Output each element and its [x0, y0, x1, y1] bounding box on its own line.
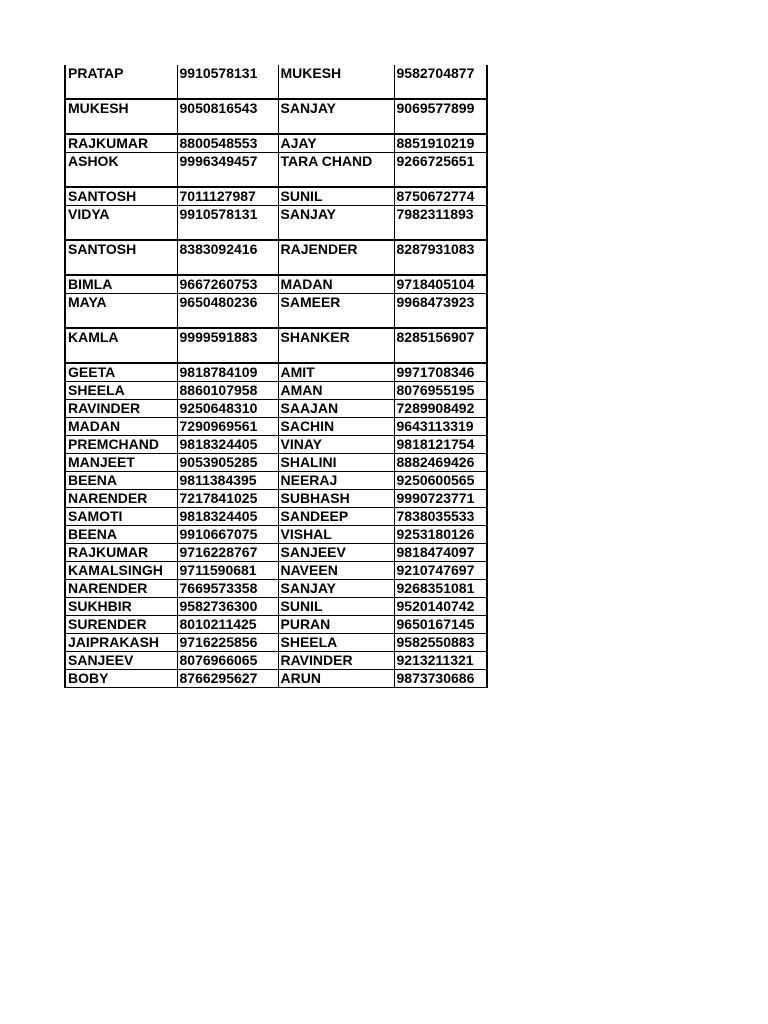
phone-left: 8860107958 — [179, 382, 258, 398]
name-cell-left[interactable] — [65, 382, 177, 400]
name-cell-right[interactable] — [278, 153, 394, 188]
table-row — [65, 472, 487, 490]
phone-right: 9520140742 — [396, 598, 475, 614]
name-left: MANJEET — [68, 454, 135, 470]
phone-cell-right[interactable] — [394, 187, 487, 206]
phone-cell-right[interactable] — [394, 616, 487, 634]
table-row — [65, 153, 487, 188]
name-cell-right[interactable] — [278, 598, 394, 616]
name-left: PREMCHAND — [68, 436, 159, 452]
name-left: SHEELA — [68, 382, 125, 398]
phone-left: 9996349457 — [179, 153, 258, 169]
name-left: RAJKUMAR — [68, 544, 149, 560]
name-right: SANJAY — [280, 206, 337, 222]
phone-cell-left[interactable] — [177, 187, 278, 206]
name-right: AMAN — [280, 382, 323, 398]
phone-left: 9818784109 — [179, 364, 258, 380]
name-cell-left[interactable] — [65, 153, 177, 188]
name-cell-left[interactable] — [65, 454, 177, 472]
phone-right: 9718405104 — [396, 276, 475, 292]
name-right: SHANKER — [280, 329, 350, 345]
phone-right: 9971708346 — [396, 364, 475, 380]
name-right: SANDEEP — [280, 508, 349, 524]
name-left: MAYA — [68, 294, 107, 310]
name-cell-right[interactable] — [278, 634, 394, 652]
table-row — [65, 526, 487, 544]
name-cell-right[interactable] — [278, 206, 394, 241]
phone-cell-left[interactable] — [177, 240, 278, 275]
name-right: PURAN — [280, 616, 331, 632]
phone-cell-right[interactable] — [394, 382, 487, 400]
name-cell-left[interactable] — [65, 294, 177, 329]
name-cell-right[interactable] — [278, 240, 394, 275]
name-cell-right[interactable] — [278, 436, 394, 454]
phone-left: 8010211425 — [179, 616, 257, 632]
phone-cell-right[interactable] — [394, 363, 487, 382]
name-cell-left[interactable] — [65, 275, 177, 294]
name-cell-right[interactable] — [278, 544, 394, 562]
phone-cell-left[interactable] — [177, 454, 278, 472]
name-cell-left[interactable] — [65, 490, 177, 508]
name-right: SANJAY — [280, 100, 337, 116]
name-left: SUKHBIR — [68, 598, 132, 614]
table-row — [65, 65, 487, 99]
name-right: AMIT — [280, 364, 315, 380]
name-right: SHALINI — [280, 454, 337, 470]
table-row — [65, 134, 487, 153]
name-cell-left[interactable] — [65, 580, 177, 598]
phone-right: 8287931083 — [396, 241, 475, 257]
phone-cell-left[interactable] — [177, 400, 278, 418]
phone-right: 9818121754 — [396, 436, 475, 452]
phone-cell-left[interactable] — [177, 652, 278, 670]
phone-cell-right[interactable] — [394, 544, 487, 562]
name-left: MUKESH — [68, 100, 129, 116]
name-left: ASHOK — [68, 153, 119, 169]
phone-left: 9910578131 — [179, 206, 258, 222]
table-row — [65, 454, 487, 472]
name-cell-left[interactable] — [65, 240, 177, 275]
name-left: SANJEEV — [68, 652, 134, 668]
phone-cell-left[interactable] — [177, 544, 278, 562]
phone-cell-left[interactable] — [177, 436, 278, 454]
name-cell-left[interactable] — [65, 562, 177, 580]
phone-cell-right[interactable] — [394, 598, 487, 616]
name-right: SUBHASH — [280, 490, 350, 506]
table-row — [65, 382, 487, 400]
name-right: RAVINDER — [280, 652, 353, 668]
phone-cell-right[interactable] — [394, 206, 487, 241]
phone-cell-right[interactable] — [394, 508, 487, 526]
name-left: KAMALSINGH — [68, 562, 163, 578]
phone-left: 9999591883 — [179, 329, 258, 345]
phone-right: 8851910219 — [396, 135, 475, 151]
name-cell-right[interactable] — [278, 187, 394, 206]
phone-cell-right[interactable] — [394, 240, 487, 275]
phone-right: 9650167145 — [396, 616, 475, 632]
name-cell-right[interactable] — [278, 526, 394, 544]
name-cell-left[interactable] — [65, 436, 177, 454]
phone-left: 8766295627 — [179, 670, 258, 686]
phone-cell-left[interactable] — [177, 294, 278, 329]
name-cell-left[interactable] — [65, 65, 177, 99]
phone-cell-left[interactable] — [177, 472, 278, 490]
phone-cell-right[interactable] — [394, 580, 487, 598]
name-cell-right[interactable] — [278, 490, 394, 508]
name-cell-right[interactable] — [278, 363, 394, 382]
name-right: SANJEEV — [280, 544, 346, 560]
name-right: SAMEER — [280, 294, 341, 310]
table-row — [65, 275, 487, 294]
phone-cell-left[interactable] — [177, 508, 278, 526]
name-cell-right[interactable] — [278, 134, 394, 153]
name-right: TARA CHAND — [280, 153, 373, 169]
phone-cell-left[interactable] — [177, 275, 278, 294]
phone-cell-left[interactable] — [177, 616, 278, 634]
name-right: MUKESH — [280, 65, 342, 81]
name-cell-right[interactable] — [278, 294, 394, 329]
phone-right: 8285156907 — [396, 329, 475, 345]
phone-cell-right[interactable] — [394, 454, 487, 472]
name-cell-right[interactable] — [278, 99, 394, 134]
phone-cell-left[interactable] — [177, 634, 278, 652]
name-left: MADAN — [68, 418, 121, 434]
phone-cell-right[interactable] — [394, 294, 487, 329]
name-left: VIDYA — [68, 206, 110, 222]
phone-cell-right[interactable] — [394, 99, 487, 134]
phone-left: 7669573358 — [179, 580, 258, 596]
name-right: SUNIL — [280, 598, 323, 614]
phone-cell-left[interactable] — [177, 562, 278, 580]
phone-right: 9253180126 — [396, 526, 475, 542]
table-row — [65, 562, 487, 580]
phone-right: 9873730686 — [396, 670, 475, 686]
name-cell-right[interactable] — [278, 418, 394, 436]
name-left: SANTOSH — [68, 241, 137, 257]
phone-left: 9050816543 — [179, 100, 258, 116]
phone-right: 9250600565 — [396, 472, 475, 488]
name-right: AJAY — [280, 135, 317, 151]
phone-left: 9711590681 — [179, 562, 257, 578]
name-right: ARUN — [280, 670, 321, 686]
phone-right: 7289908492 — [396, 400, 475, 416]
phone-left: 9650480236 — [179, 294, 258, 310]
phone-cell-left[interactable] — [177, 134, 278, 153]
table-row — [65, 580, 487, 598]
name-cell-left[interactable] — [65, 363, 177, 382]
phone-cell-left[interactable] — [177, 153, 278, 188]
name-cell-left[interactable] — [65, 134, 177, 153]
name-left: GEETA — [68, 364, 116, 380]
table-row — [65, 363, 487, 382]
table-row — [65, 490, 487, 508]
name-right: MADAN — [280, 276, 333, 292]
table-row — [65, 99, 487, 134]
phone-left: 9716228767 — [179, 544, 258, 560]
name-left: SURENDER — [68, 616, 147, 632]
name-cell-left[interactable] — [65, 400, 177, 418]
name-right: NAVEEN — [280, 562, 338, 578]
name-cell-left[interactable] — [65, 508, 177, 526]
phone-left: 8076966065 — [179, 652, 258, 668]
phone-cell-left[interactable] — [177, 99, 278, 134]
phone-cell-right[interactable] — [394, 634, 487, 652]
phone-right: 9990723771 — [396, 490, 475, 506]
contact-table — [64, 65, 488, 688]
phone-cell-left[interactable] — [177, 580, 278, 598]
phone-cell-right[interactable] — [394, 134, 487, 153]
table-row — [65, 436, 487, 454]
phone-cell-right[interactable] — [394, 153, 487, 188]
table-row — [65, 294, 487, 329]
name-cell-right[interactable] — [278, 652, 394, 670]
name-right: SACHIN — [280, 418, 335, 434]
name-cell-left[interactable] — [65, 206, 177, 241]
contact-table-body — [65, 65, 487, 688]
phone-right: 7982311893 — [396, 206, 474, 222]
phone-right: 8882469426 — [396, 454, 475, 470]
name-cell-left[interactable] — [65, 526, 177, 544]
name-left: JAIPRAKASH — [68, 634, 160, 650]
phone-cell-left[interactable] — [177, 670, 278, 688]
phone-cell-right[interactable] — [394, 562, 487, 580]
table-row — [65, 634, 487, 652]
phone-right: 9266725651 — [396, 153, 475, 169]
phone-cell-left[interactable] — [177, 598, 278, 616]
phone-right: 9582550883 — [396, 634, 475, 650]
table-row — [65, 328, 487, 363]
phone-left: 7217841025 — [179, 490, 258, 506]
name-cell-right[interactable] — [278, 670, 394, 688]
phone-left: 8383092416 — [179, 241, 258, 257]
phone-left: 9811384395 — [179, 472, 257, 488]
phone-cell-right[interactable] — [394, 436, 487, 454]
phone-right: 9210747697 — [396, 562, 475, 578]
name-cell-left[interactable] — [65, 634, 177, 652]
phone-cell-left[interactable] — [177, 418, 278, 436]
name-right: SUNIL — [280, 188, 323, 204]
table-row — [65, 544, 487, 562]
name-cell-right[interactable] — [278, 472, 394, 490]
phone-left: 9250648310 — [179, 400, 258, 416]
table-row — [65, 652, 487, 670]
table-row — [65, 598, 487, 616]
name-cell-left[interactable] — [65, 418, 177, 436]
phone-cell-right[interactable] — [394, 328, 487, 363]
name-cell-left[interactable] — [65, 616, 177, 634]
name-right: RAJENDER — [280, 241, 358, 257]
name-cell-left[interactable] — [65, 598, 177, 616]
table-row — [65, 670, 487, 688]
name-cell-left[interactable] — [65, 187, 177, 206]
name-cell-right[interactable] — [278, 382, 394, 400]
phone-cell-right[interactable] — [394, 526, 487, 544]
table-row — [65, 240, 487, 275]
phone-cell-left[interactable] — [177, 363, 278, 382]
phone-right: 9268351081 — [396, 580, 475, 596]
phone-left: 7011127987 — [179, 188, 256, 204]
phone-left: 8800548553 — [179, 135, 258, 151]
phone-right: 9643113319 — [396, 418, 474, 434]
name-right: VISHAL — [280, 526, 332, 542]
phone-left: 7290969561 — [179, 418, 258, 434]
phone-cell-left[interactable] — [177, 65, 278, 99]
name-cell-left[interactable] — [65, 472, 177, 490]
table-row — [65, 508, 487, 526]
name-cell-right[interactable] — [278, 508, 394, 526]
phone-right: 8076955195 — [396, 382, 475, 398]
phone-cell-left[interactable] — [177, 490, 278, 508]
phone-cell-left[interactable] — [177, 206, 278, 241]
phone-cell-right[interactable] — [394, 490, 487, 508]
phone-right: 9582704877 — [396, 65, 475, 81]
phone-left: 9667260753 — [179, 276, 258, 292]
phone-cell-left[interactable] — [177, 382, 278, 400]
name-left: BEENA — [68, 526, 118, 542]
phone-cell-right[interactable] — [394, 670, 487, 688]
name-cell-right[interactable] — [278, 400, 394, 418]
name-right: SAAJAN — [280, 400, 339, 416]
phone-cell-right[interactable] — [394, 65, 487, 99]
phone-cell-right[interactable] — [394, 652, 487, 670]
name-cell-right[interactable] — [278, 65, 394, 99]
name-cell-right[interactable] — [278, 454, 394, 472]
phone-left: 9910667075 — [179, 526, 258, 542]
table-row — [65, 418, 487, 436]
name-cell-right[interactable] — [278, 328, 394, 363]
phone-left: 9818324405 — [179, 508, 258, 524]
name-right: NEERAJ — [280, 472, 338, 488]
phone-cell-right[interactable] — [394, 418, 487, 436]
phone-left: 9818324405 — [179, 436, 258, 452]
table-row — [65, 187, 487, 206]
name-cell-right[interactable] — [278, 580, 394, 598]
phone-cell-right[interactable] — [394, 472, 487, 490]
name-cell-left[interactable] — [65, 670, 177, 688]
table-row — [65, 616, 487, 634]
name-cell-left[interactable] — [65, 328, 177, 363]
phone-right: 9968473923 — [396, 294, 475, 310]
name-left: PRATAP — [68, 65, 124, 81]
name-cell-right[interactable] — [278, 275, 394, 294]
name-cell-left[interactable] — [65, 99, 177, 134]
phone-right: 8750672774 — [396, 188, 475, 204]
phone-cell-left[interactable] — [177, 328, 278, 363]
name-cell-left[interactable] — [65, 544, 177, 562]
name-left: BIMLA — [68, 276, 113, 292]
table-row — [65, 400, 487, 418]
name-right: SANJAY — [280, 580, 337, 596]
name-left: RAVINDER — [68, 400, 141, 416]
table-row — [65, 206, 487, 241]
name-left: SAMOTI — [68, 508, 123, 524]
phone-cell-right[interactable] — [394, 400, 487, 418]
name-left: RAJKUMAR — [68, 135, 149, 151]
name-left: NARENDER — [68, 490, 148, 506]
phone-right: 7838035533 — [396, 508, 475, 524]
name-cell-right[interactable] — [278, 562, 394, 580]
name-left: BOBY — [68, 670, 109, 686]
phone-left: 9053905285 — [179, 454, 258, 470]
name-left: KAMLA — [68, 329, 119, 345]
phone-left: 9716225856 — [179, 634, 258, 650]
phone-right: 9818474097 — [396, 544, 475, 560]
name-left: BEENA — [68, 472, 118, 488]
phone-cell-left[interactable] — [177, 526, 278, 544]
phone-right: 9213211321 — [396, 652, 474, 668]
phone-left: 9910578131 — [179, 65, 258, 81]
name-left: NARENDER — [68, 580, 148, 596]
name-right: VINAY — [280, 436, 323, 452]
name-cell-right[interactable] — [278, 616, 394, 634]
name-cell-left[interactable] — [65, 652, 177, 670]
phone-left: 9582736300 — [179, 598, 258, 614]
phone-right: 9069577899 — [396, 100, 475, 116]
name-right: SHEELA — [280, 634, 338, 650]
phone-cell-right[interactable] — [394, 275, 487, 294]
name-left: SANTOSH — [68, 188, 137, 204]
